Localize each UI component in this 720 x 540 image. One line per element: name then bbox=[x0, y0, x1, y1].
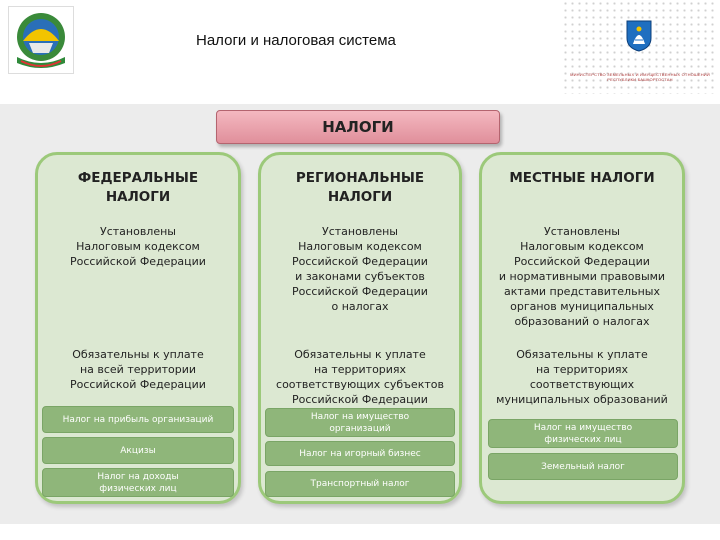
municipal-emblem-icon bbox=[626, 20, 652, 57]
obligation-text: Обязательны к уплате на всей территории Российской Федерации bbox=[70, 348, 206, 391]
regional-taxes-column bbox=[258, 152, 462, 504]
established-text: Установлены Налоговым кодексом Российской Федерации и законами субъектов Российской Федерации о налогах bbox=[292, 225, 428, 313]
tax-item: Налог на прибыль организаций bbox=[42, 406, 234, 433]
tax-item: Транспортный налог bbox=[265, 471, 455, 497]
bashkortostan-emblem-icon bbox=[8, 6, 74, 74]
column-title: МЕСТНЫЕ НАЛОГИ bbox=[509, 170, 655, 186]
obligation-text: Обязательны к уплате на территориях соответствующих муниципальных образований bbox=[496, 348, 668, 406]
established-text: Установлены Налоговым кодексом Российской Федерации и нормативными правовыми актами представительных органов муниципальных образований о налогах bbox=[498, 225, 666, 328]
header bbox=[0, 0, 720, 100]
municipal-logo-panel bbox=[562, 0, 718, 94]
tax-item: Налог на имущество организаций bbox=[265, 408, 455, 437]
federal-taxes-column bbox=[35, 152, 241, 504]
column-title: ФЕДЕРАЛЬНЫЕ НАЛОГИ bbox=[77, 170, 199, 205]
logo-caption: МИНИСТЕРСТВО ЗЕМЕЛЬНЫХ И ИМУЩЕСТВЕННЫХ ОТНОШЕНИЙ РЕСПУБЛИКИ БАШКОРТОСТАН bbox=[570, 72, 710, 82]
tax-item: Земельный налог bbox=[488, 453, 678, 480]
tax-item: Налог на имущество физических лиц bbox=[488, 419, 678, 448]
obligation-text: Обязательны к уплате на территориях соответствующих субъектов Российской Федерации bbox=[276, 348, 444, 406]
established-text: Установлены Налоговым кодексом Российской Федерации bbox=[70, 225, 206, 268]
tax-item: Акцизы bbox=[42, 437, 234, 464]
root-node-taxes: НАЛОГИ bbox=[216, 110, 500, 144]
page-title: Налоги и налоговая система bbox=[196, 32, 396, 49]
local-taxes-column bbox=[479, 152, 685, 504]
column-title: РЕГИОНАЛЬНЫЕ НАЛОГИ bbox=[295, 170, 425, 205]
tax-item: Налог на доходы физических лиц bbox=[42, 468, 234, 497]
tax-item: Налог на игорный бизнес bbox=[265, 441, 455, 466]
